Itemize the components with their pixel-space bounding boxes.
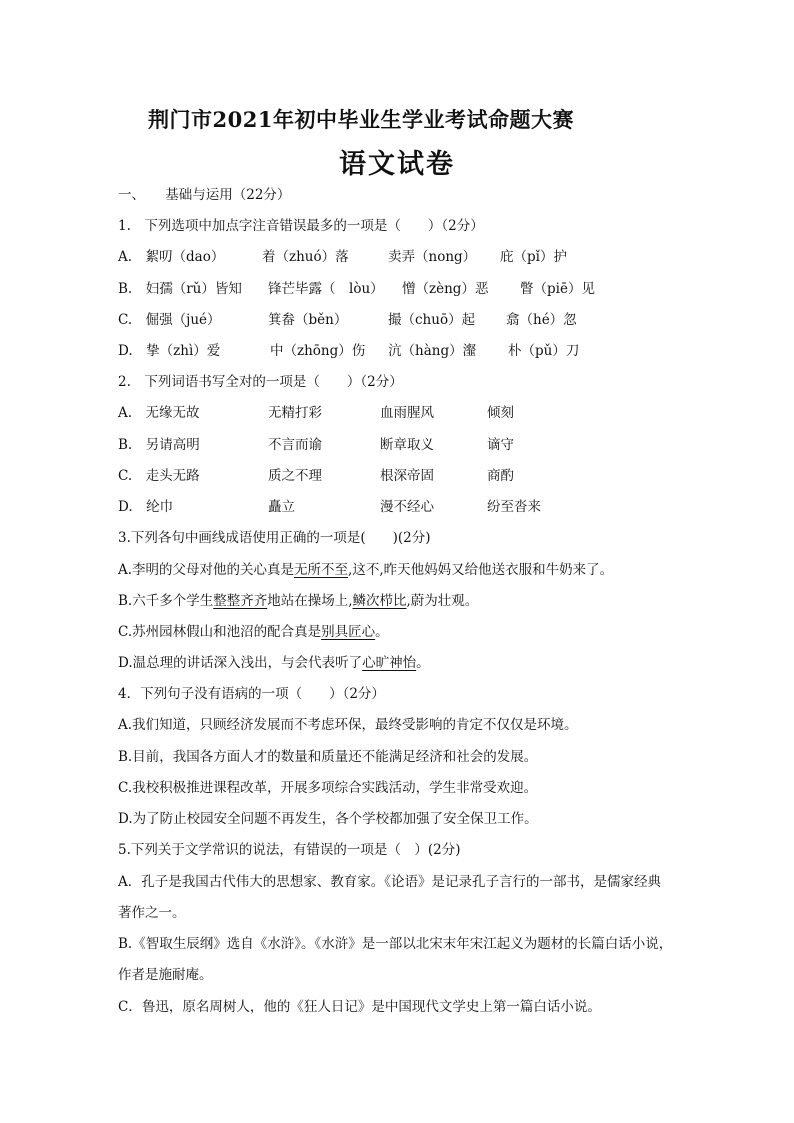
- question-4-option-d: D.为了防止校园安全问题不再发生，各个学校都加强了安全保卫工作。: [118, 811, 538, 827]
- option-cell: C. 走头无路: [118, 468, 200, 484]
- option-cell: 憎（zèng）恶: [402, 281, 489, 297]
- question-5-option-c: C．鲁迅，原名周树人，他的《狂人日记》是中国现代文学史上第一篇白话小说。: [118, 999, 601, 1015]
- option-cell: 无精打彩: [268, 405, 322, 421]
- option-cell: B. 妇孺（rǔ）皆知: [118, 281, 242, 297]
- option-cell: 不言而谕: [268, 437, 322, 453]
- option-cell: 中（zhōng）伤: [270, 343, 366, 359]
- option-cell: 庇（pǐ）护: [500, 249, 567, 265]
- question-3-option-d: [118, 653, 430, 673]
- option-cell: A. 无缘无故: [118, 405, 200, 421]
- option-cell: D. 纶巾: [118, 499, 174, 515]
- exam-paper-title: 语文试卷: [339, 149, 455, 180]
- option-cell: 瞥（piē）见: [520, 281, 595, 297]
- question-5-stem: 5.下列关于文学常识的说法，有错误的一项是（ ）(2分): [118, 842, 461, 858]
- option-cell: 翕（hé）忽: [506, 312, 577, 328]
- option-cell: 漫不经心: [380, 499, 434, 515]
- underlined-idiom: 整整齐齐: [213, 593, 268, 609]
- option-cell: 矗立: [268, 499, 295, 515]
- option-cell: D. 挚（zhì）爱: [118, 343, 221, 359]
- question-5-option-a: A．孔子是我国古代伟大的思想家、教育家。《论语》是记录孔子言行的一部书，是儒家经典: [118, 874, 661, 890]
- underlined-idiom: 无所不至: [294, 562, 349, 578]
- question-4-option-c: C.我校积极推进课程改革，开展多项综合实践活动，学生非常受欢迎。: [118, 780, 538, 796]
- question-2-stem: 2. 下列词语书写全对的一项是（ ）（2分）: [118, 374, 403, 390]
- question-5-option-a-continued: 著作之一。: [118, 905, 186, 921]
- option-cell: 沆（hàng）瀣: [388, 343, 477, 359]
- option-text: D.温总理的讲话深入浅出，与会代表听了: [118, 655, 363, 671]
- option-text: 地站在操场上,: [267, 593, 353, 609]
- option-cell: 血雨腥风: [380, 405, 434, 421]
- question-4-option-b: B.目前，我国各方面人才的数量和质量还不能满足经济和社会的发展。: [118, 749, 538, 765]
- underlined-idiom: 别具匠心: [321, 624, 376, 640]
- option-cell: 根深帝固: [380, 468, 434, 484]
- option-cell: 质之不理: [268, 468, 322, 484]
- option-cell: 着（zhuó）落: [262, 249, 349, 265]
- option-cell: 朴（pǔ）刀: [508, 343, 580, 359]
- option-cell: 倾刻: [487, 405, 514, 421]
- underlined-idiom: 心旷神怡: [362, 655, 417, 671]
- question-4-option-a: A.我们知道，只顾经济发展而不考虑环保，最终受影响的肯定不仅仅是环境。: [118, 717, 578, 733]
- question-3-stem: 3.下列各句中画线成语使用正确的一项是( )(2分): [118, 530, 431, 546]
- question-3-option-c: [118, 622, 389, 642]
- section-heading: 一、 基础与运用（22分）: [118, 187, 291, 203]
- option-cell: 卖弄（nong）: [388, 249, 477, 265]
- option-text: B.六千多个学生: [118, 593, 214, 609]
- option-cell: 纷至沓来: [487, 499, 541, 515]
- option-text: C.苏州园林假山和池沼的配合真是: [118, 624, 322, 640]
- option-text: ,这不,昨天他妈妈又给他送衣服和牛奶来了。: [348, 562, 614, 578]
- option-cell: A. 絮叨（dao）: [118, 249, 225, 265]
- question-4-stem: 4．下列句子没有语病的一项（ ）（2分）: [118, 686, 385, 702]
- option-text: 。: [416, 655, 430, 671]
- option-cell: C. 倔强（jué）: [118, 312, 221, 328]
- question-1-stem: 1. 下列选项中加点字注音错误最多的一项是（ ）（2分）: [118, 218, 484, 234]
- option-cell: 箕畚（běn）: [268, 312, 348, 328]
- question-3-option-b: [118, 591, 478, 611]
- question-5-option-b: B.《智取生辰纲》选自《水浒》。《水浒》是一部以北宋末年宋江起义为题材的长篇白话小说，: [118, 936, 673, 952]
- question-3-option-a: [118, 560, 613, 580]
- option-cell: 谪守: [487, 437, 514, 453]
- option-text: ,蔚为壮观。: [406, 593, 479, 609]
- underlined-idiom: 鳞次栉比: [352, 593, 407, 609]
- option-text: 。: [375, 624, 389, 640]
- option-cell: 商酌: [487, 468, 514, 484]
- option-cell: 撮（chuō）起: [388, 312, 476, 328]
- option-cell: B. 另请高明: [118, 437, 200, 453]
- exam-contest-title: 荆门市2021年初中毕业生学业考试命题大赛: [148, 107, 574, 132]
- option-cell: 锋芒毕露（ lòu）: [268, 281, 384, 297]
- question-5-option-b-continued: 作者是施耐庵。: [118, 967, 213, 983]
- option-text: A.李明的父母对他的关心真是: [118, 562, 295, 578]
- option-cell: 断章取义: [380, 437, 434, 453]
